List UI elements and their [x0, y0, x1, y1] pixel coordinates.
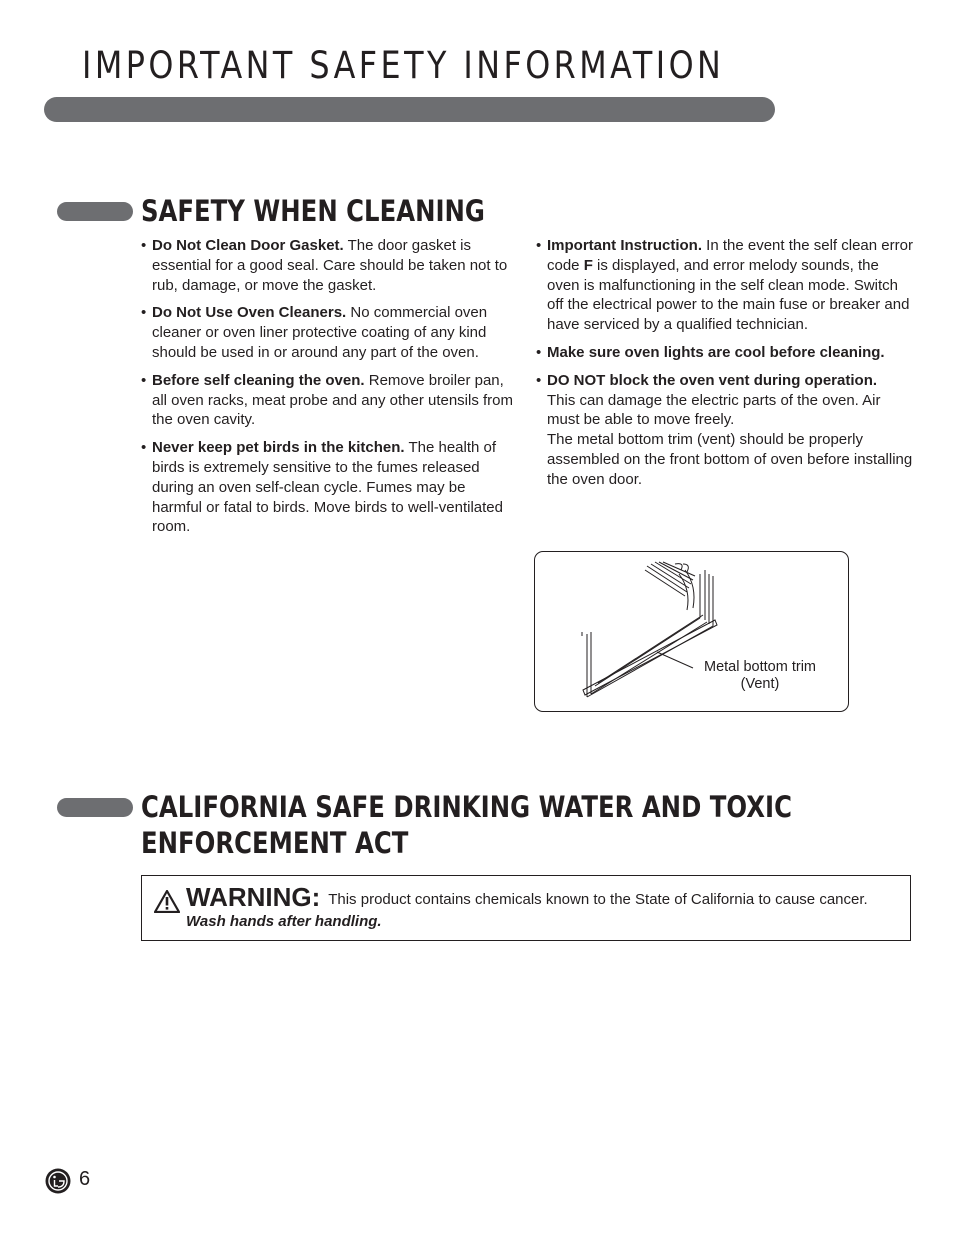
lg-logo-icon — [45, 1168, 71, 1194]
section-marker-california — [57, 798, 133, 817]
list-item: • Before self cleaning the oven. Remove broiler pan, all oven racks, meat probe and any other utensils from the oven cavity. — [141, 371, 516, 430]
list-item: • Do Not Use Oven Cleaners. No commercial oven cleaner or oven liner protective coating of any kind should be used in or around any part of the oven. — [141, 303, 516, 362]
section-heading-california: CALIFORNIA SAFE DRINKING WATER AND TOXIC ENFORCEMENT ACT — [141, 790, 792, 860]
warning-text: WARNING: This product contains chemicals known to the State of California to cause cancer. Wash hands after handling. — [186, 882, 868, 930]
list-item: • Important Instruction. In the event the self clean error code F is displayed, and error melody sounds, the oven is malfunctioning in the self clean mode. Switch off the electrical power to the main fuse or breaker and have serviced by a qualified technician. — [536, 236, 914, 335]
page-title: IMPORTANT SAFETY INFORMATION — [82, 44, 725, 87]
warning-box — [141, 875, 911, 941]
section-heading-safety-cleaning: SAFETY WHEN CLEANING — [141, 194, 485, 228]
list-item: • Do Not Clean Door Gasket. The door gasket is essential for a good seal. Care should be taken not to rub, damage, or move the gasket. — [141, 236, 516, 295]
vent-trim-figure — [534, 551, 849, 712]
warning-triangle-icon — [154, 890, 180, 913]
vent-trim-label: Metal bottom trim (Vent) — [704, 659, 816, 692]
section-marker-safety-cleaning — [57, 202, 133, 221]
list-item: • Make sure oven lights are cool before cleaning. — [536, 343, 914, 363]
list-item: • DO NOT block the oven vent during operation. This can damage the electric parts of the oven. Air must be able to move freely. The metal bottom trim (vent) should be properly assembled on the front bottom of oven before installing the oven door. — [536, 371, 914, 490]
safety-cleaning-list-right — [536, 236, 914, 498]
list-item: • Never keep pet birds in the kitchen. The health of birds is extremely sensitive to the fumes released during an oven self-clean cycle. Fumes may be harmful or fatal to birds. Move birds to well-ventilated room. — [141, 438, 516, 537]
page-number: 6 — [79, 1168, 91, 1190]
warning-label: WARNING: — [186, 882, 321, 912]
title-bar — [44, 97, 775, 122]
safety-cleaning-list-left — [141, 236, 516, 545]
